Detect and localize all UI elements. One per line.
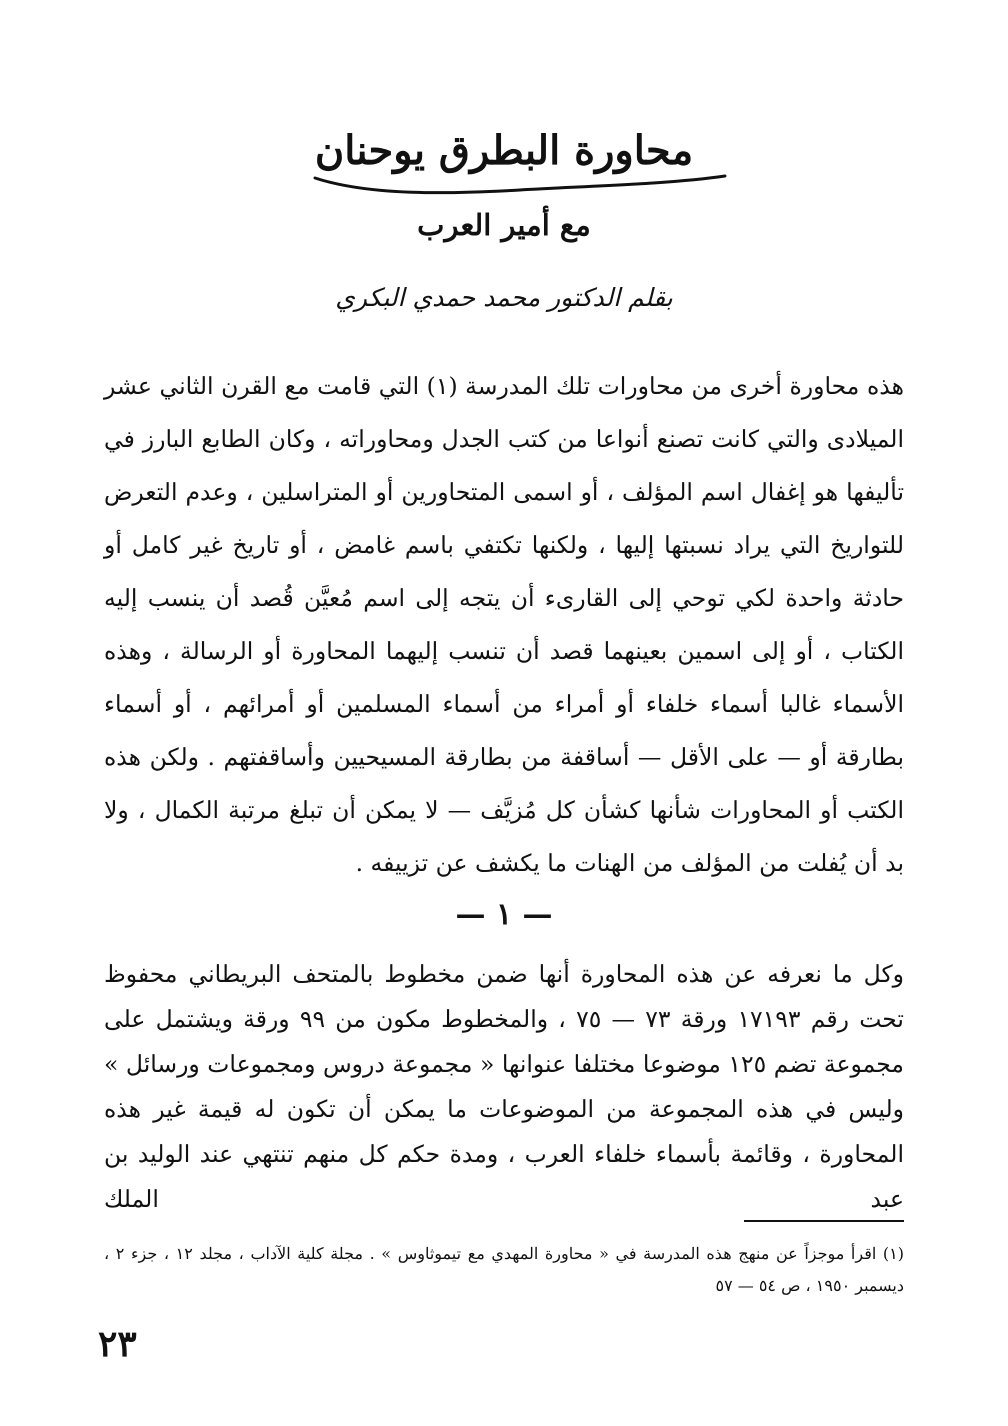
article-subtitle: مع أمير العرب	[417, 208, 591, 242]
intro-paragraph: هذه محاورة أخرى من محاورات تلك المدرسة (١) التي قامت مع القرن الثاني عشر الميلادى والتي كانت تصنع أنواعا من كتب الجدل ومحاوراته ، وكان الطابع البارز في تأليفها هو إغفال اسم المؤلف ، أو اسمى المتحاورين أو المتراسلين ، وعدم التعرض للتواريخ التي يراد نسبتها إليها ، ولكنها تكتفي باسم غامض ، أو تاريخ غير كامل أو حادثة واحدة لكي توحي إلى القارىء أن يتجه إلى اسم مُعيَّن قُصد أن ينسب إليه الكتاب ، أو إلى اسمين بعينهما قصد أن تنسب إليهما المحاورة أو الرسالة ، وهذه الأسماء غالبا أسماء خلفاء أو أمراء من أسماء المسلمين أو أمرائهم ، أو أسماء بطارقة أو — على الأقل — أساقفة من بطارقة المسيحيين وأساقفتهم . ولكن هذه الكتب أو المحاورات شأنها كشأن كل مُزيَّف — لا يمكن أن تبلغ مرتبة الكمال ، ولا بد أن يُفلت من المؤلف من الهنات ما يكشف عن تزييفه .	[104, 372, 904, 877]
title-flourish-ornament	[310, 170, 730, 196]
footnote-divider	[744, 1220, 904, 1222]
article-title: محاورة البطرق يوحنان	[314, 127, 694, 174]
section-number: — ١ —	[455, 897, 553, 932]
author-byline: بقلم الدكتور محمد حمدي البكري	[335, 283, 673, 312]
page-number: ٢٣	[98, 1323, 137, 1365]
section-paragraph: وكل ما نعرفه عن هذه المحاورة أنها ضمن مخطوط بالمتحف البريطاني محفوظ تحت رقم ١٧١٩٣ ورقة ٧٣ — ٧٥ ، والمخطوط مكون من ٩٩ ورقة ويشتمل على مجموعة تضم ١٢٥ موضوعا مختلفا عنوانها « مجموعة دروس ومجموعات ورسائل » وليس في هذه المجموعة من الموضوعات ما يمكن أن تكون له قيمة غير هذه المحاورة ، وقائمة بأسماء خلفاء العرب ، ومدة حكم كل منهم تنتهي عند الوليد بن عبد الملك	[104, 960, 904, 1213]
footnote: (١) اقرأ موجزاً عن منهج هذه المدرسة في « محاورة المهدي مع تيموثاوس » . مجلة كلية الآداب ، مجلد ١٢ ، جزء ٢ ، ديسمبر ١٩٥٠ ، ص ٥٤ — ٥٧	[104, 1244, 904, 1295]
